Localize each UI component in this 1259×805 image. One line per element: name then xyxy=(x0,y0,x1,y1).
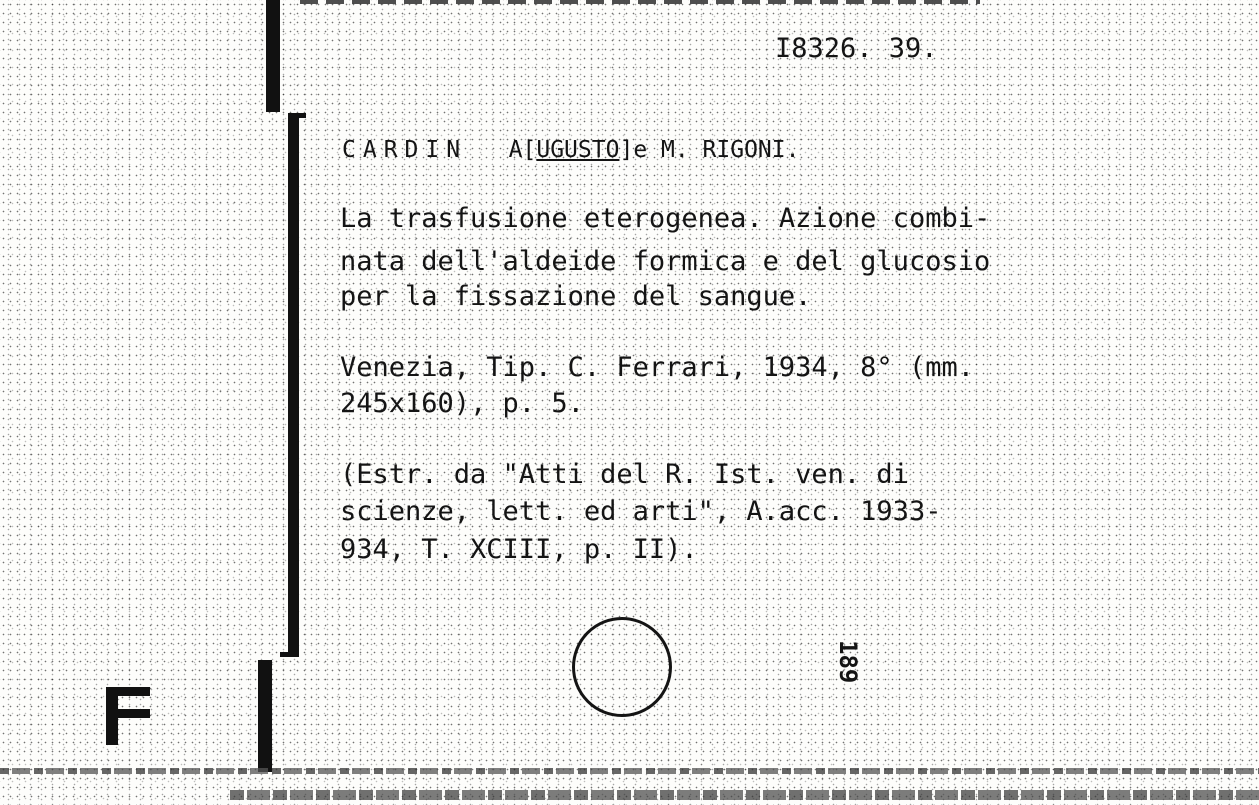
bottom-edge-line xyxy=(0,768,1259,774)
author-initial: A xyxy=(508,137,523,163)
author-line: CARDIN A[UGUSTO]e M. RIGONI. xyxy=(342,137,800,163)
title-line-1: La trasfusione eterogenea. Azione combi- xyxy=(340,203,991,234)
lower-left-bar xyxy=(258,660,272,772)
bracket-top-tick xyxy=(288,113,306,118)
upper-left-bar xyxy=(266,0,280,112)
author-surname: CARDIN xyxy=(342,137,468,163)
title-line-2: nata dell'aldeide formica e del glucosio xyxy=(340,246,991,277)
bottom-edge-line-2 xyxy=(230,790,1259,800)
circle-stamp xyxy=(572,617,672,717)
title-line-3: per la fissazione del sangue. xyxy=(340,281,812,312)
imprint-line-2: 245x160), p. 5. xyxy=(340,388,584,419)
rotated-stamp-number: 189 xyxy=(834,640,862,684)
catalog-number: I8326. 39. xyxy=(775,33,938,64)
author-bracketed-name: UGUSTO xyxy=(536,137,620,163)
long-bracket-bar xyxy=(288,113,299,657)
author-rest: e M. RIGONI. xyxy=(633,137,800,163)
note-line-2: scienze, lett. ed arti", A.acc. 1933- xyxy=(340,496,942,527)
imprint-line-1: Venezia, Tip. C. Ferrari, 1934, 8° (mm. xyxy=(340,352,974,383)
note-line-1: (Estr. da "Atti del R. Ist. ven. di xyxy=(340,459,909,490)
note-line-3: 934, T. XCIII, p. II). xyxy=(340,534,698,565)
bracket-bottom-tick xyxy=(280,652,299,657)
f-letter-mark xyxy=(104,687,152,745)
top-edge-line xyxy=(300,0,980,4)
